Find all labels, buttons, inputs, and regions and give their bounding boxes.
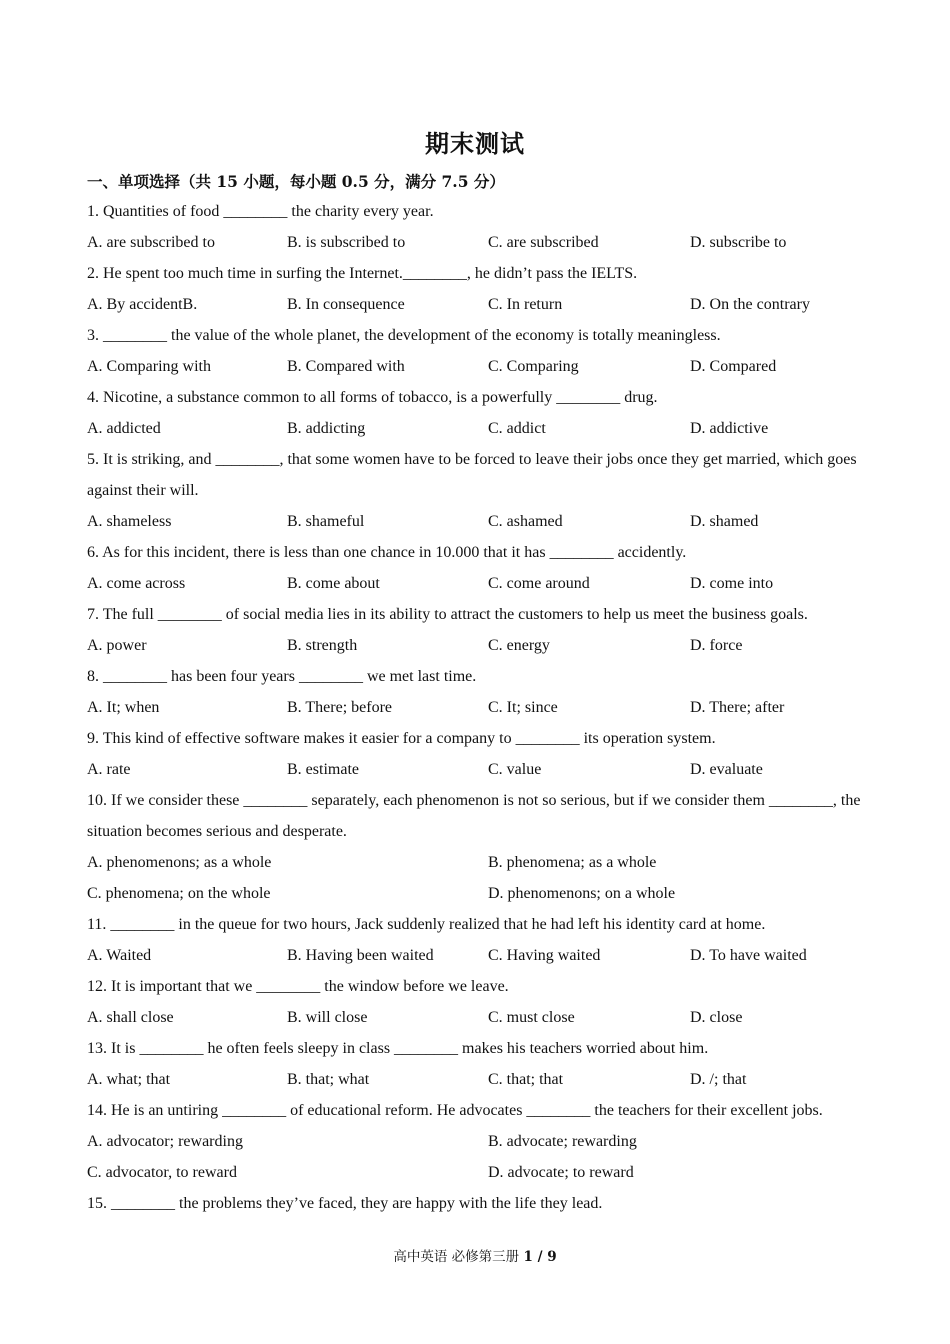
question-10: 10. If we consider these ________ separately, each phenomenon is not so serious, but if we consider them ________, the situation becomes serious and desperate. — [87, 792, 861, 840]
option-d: D. shamed — [690, 513, 759, 530]
question-12: 12. It is important that we ________ the window before we leave. — [87, 978, 509, 995]
option-b: B. Having been waited — [287, 947, 434, 964]
question-1: 1. Quantities of food ________ the charity every year. — [87, 203, 434, 220]
option-a: A. come across — [87, 575, 186, 592]
options-5 — [87, 506, 867, 537]
option-c: C. advocator, to reward — [87, 1164, 237, 1181]
option-a: A. By accidentB. — [87, 296, 198, 313]
options-13 — [87, 1064, 867, 1095]
options-2 — [87, 289, 867, 320]
options-7 — [87, 630, 867, 661]
option-d: D. On the contrary — [690, 296, 810, 313]
option-b: B. shameful — [287, 513, 365, 530]
option-c: C. are subscribed — [488, 234, 599, 251]
question-8: 8. ________ has been four years ________ we met last time. — [87, 668, 477, 685]
question-4: 4. Nicotine, a substance common to all forms of tobacco, is a powerfully ________ drug. — [87, 389, 658, 406]
option-d: D. evaluate — [690, 761, 763, 778]
option-b: B. will close — [287, 1009, 368, 1026]
option-c: C. come around — [488, 575, 590, 592]
option-b: B. addicting — [287, 420, 366, 437]
option-d: D. addictive — [690, 420, 769, 437]
option-b: B. advocate; rewarding — [488, 1133, 637, 1150]
options-11 — [87, 940, 867, 971]
option-a: A. It; when — [87, 699, 160, 716]
question-13: 13. It is ________ he often feels sleepy in class ________ makes his teachers worried about him. — [87, 1040, 709, 1057]
question-5: 5. It is striking, and ________, that some women have to be forced to leave their jobs once they get married, which goes against their will. — [87, 451, 857, 499]
options-10-row2 — [87, 878, 867, 909]
option-b: B. is subscribed to — [287, 234, 406, 251]
option-b: B. There; before — [287, 699, 392, 716]
option-c: C. Having waited — [488, 947, 601, 964]
option-c: C. phenomena; on the whole — [87, 885, 271, 902]
options-1 — [87, 227, 867, 258]
options-4 — [87, 413, 867, 444]
page-number: 1 / 9 — [523, 1249, 557, 1265]
option-b: B. In consequence — [287, 296, 405, 313]
option-c: C. It; since — [488, 699, 558, 716]
options-12 — [87, 1002, 867, 1033]
option-d: D. force — [690, 637, 743, 654]
footer-text: 高中英语 必修第三册 — [393, 1249, 524, 1265]
option-a: A. shameless — [87, 513, 172, 530]
option-b: B. Compared with — [287, 358, 405, 375]
option-a: A. power — [87, 637, 147, 654]
option-d: D. To have waited — [690, 947, 807, 964]
option-d: D. There; after — [690, 699, 785, 716]
option-a: A. shall close — [87, 1009, 174, 1026]
options-14-row2 — [87, 1157, 867, 1188]
option-d: D. /; that — [690, 1071, 747, 1088]
question-15: 15. ________ the problems they’ve faced, they are happy with the life they lead. — [87, 1195, 603, 1212]
options-10-row1 — [87, 847, 867, 878]
option-c: C. energy — [488, 637, 550, 654]
options-9 — [87, 754, 867, 785]
question-6: 6. As for this incident, there is less than one chance in 10.000 that it has ________ accidently. — [87, 544, 687, 561]
option-c: C. must close — [488, 1009, 575, 1026]
question-2: 2. He spent too much time in surfing the Internet.________, he didn’t pass the IELTS. — [87, 265, 638, 282]
option-d: D. close — [690, 1009, 743, 1026]
option-b: B. phenomena; as a whole — [488, 854, 657, 871]
option-d: D. Compared — [690, 358, 777, 375]
option-b: B. estimate — [287, 761, 359, 778]
question-list — [87, 196, 867, 1219]
options-3 — [87, 351, 867, 382]
options-6 — [87, 568, 867, 599]
option-a: A. Waited — [87, 947, 152, 964]
question-7: 7. The full ________ of social media lies in its ability to attract the customers to help us meet the business goals. — [87, 606, 808, 623]
option-d: D. come into — [690, 575, 774, 592]
option-c: C. In return — [488, 296, 563, 313]
section-heading: 一、单项选择（共 15 小题，每小题 0.5 分，满分 7.5 分） — [87, 172, 505, 191]
page-footer — [0, 1245, 950, 1265]
options-8 — [87, 692, 867, 723]
option-c: C. Comparing — [488, 358, 579, 375]
question-11: 11. ________ in the queue for two hours, Jack suddenly realized that he had left his identity card at home. — [87, 916, 766, 933]
option-a: A. phenomenons; as a whole — [87, 854, 272, 871]
option-c: C. value — [488, 761, 542, 778]
options-14-row1 — [87, 1126, 867, 1157]
option-b: B. that; what — [287, 1071, 370, 1088]
option-c: C. ashamed — [488, 513, 563, 530]
option-a: A. addicted — [87, 420, 161, 437]
option-a: A. are subscribed to — [87, 234, 215, 251]
option-b: B. strength — [287, 637, 358, 654]
option-c: C. that; that — [488, 1071, 564, 1088]
option-d: D. advocate; to reward — [488, 1164, 634, 1181]
option-d: D. subscribe to — [690, 234, 787, 251]
option-a: A. advocator; rewarding — [87, 1133, 243, 1150]
option-b: B. come about — [287, 575, 380, 592]
option-a: A. rate — [87, 761, 131, 778]
question-3: 3. ________ the value of the whole planet, the development of the economy is totally meaningless. — [87, 327, 721, 344]
question-9: 9. This kind of effective software makes it easier for a company to ________ its operation system. — [87, 730, 716, 747]
option-d: D. phenomenons; on a whole — [488, 885, 676, 902]
option-a: A. what; that — [87, 1071, 171, 1088]
option-c: C. addict — [488, 420, 546, 437]
option-a: A. Comparing with — [87, 358, 211, 375]
page-title: 期末测试 — [425, 129, 525, 158]
question-14: 14. He is an untiring ________ of educational reform. He advocates ________ the teachers for their excellent jobs. — [87, 1102, 823, 1119]
